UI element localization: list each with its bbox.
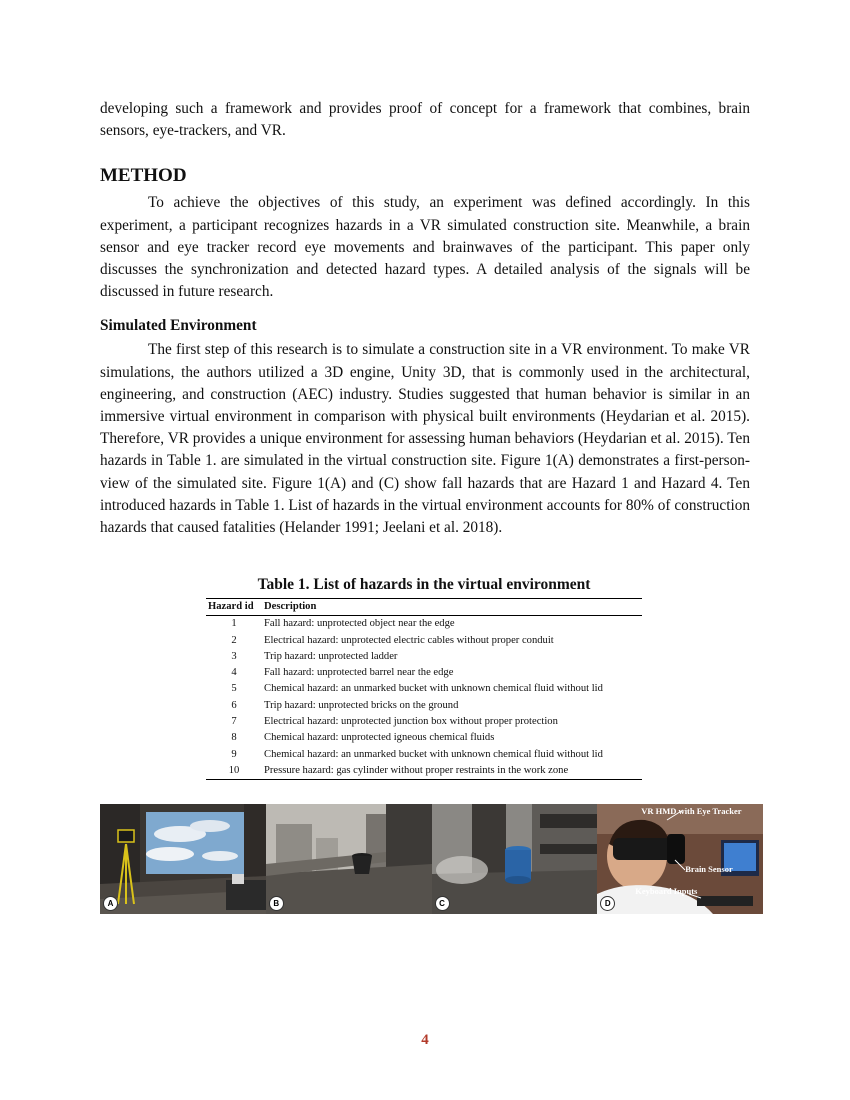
method-heading: METHOD bbox=[100, 165, 187, 187]
hazard-description: Pressure hazard: gas cylinder without proper restraints in the work zone bbox=[262, 763, 642, 780]
hazard-id: 2 bbox=[231, 634, 237, 646]
table-1 bbox=[206, 575, 642, 780]
page-number: 4 bbox=[421, 1032, 429, 1048]
simulated-environment-heading: Simulated Environment bbox=[100, 317, 257, 335]
hazard-id: 4 bbox=[231, 667, 237, 679]
hazard-description: Fall hazard: unprotected object near the edge bbox=[264, 618, 455, 630]
hazard-description: Trip hazard: unprotected bricks on the ground bbox=[264, 699, 459, 711]
vr-scene-bucket-image bbox=[266, 804, 432, 914]
vr-scene-first-person-image bbox=[100, 804, 266, 914]
hazard-description: Fall hazard: unprotected barrel near the edge bbox=[264, 667, 454, 679]
hazard-id: 5 bbox=[231, 683, 237, 695]
hazard-table bbox=[206, 598, 642, 780]
table-row bbox=[206, 665, 642, 681]
hazard-id: 9 bbox=[231, 748, 237, 760]
hazard-description: Electrical hazard: unprotected electric cables without proper conduit bbox=[264, 634, 554, 646]
table-row bbox=[206, 649, 642, 665]
table-row bbox=[206, 730, 642, 746]
panel-letter-d: D bbox=[600, 896, 615, 911]
hazard-id: 8 bbox=[231, 732, 237, 744]
figure-1 bbox=[100, 804, 763, 914]
figure-panel-b bbox=[266, 804, 432, 914]
table-row bbox=[206, 714, 642, 730]
table-row bbox=[206, 633, 642, 649]
hazard-description: Electrical hazard: unprotected junction box without proper protection bbox=[264, 716, 558, 728]
intro-paragraph: developing such a framework and provides proof of concept for a framework that combines, brain sensors, eye-trackers, and VR. bbox=[100, 100, 750, 140]
hazard-description: Trip hazard: unprotected ladder bbox=[264, 650, 398, 662]
hazard-description: Chemical hazard: an unmarked bucket with unknown chemical fluid without lid bbox=[264, 748, 603, 760]
table-header-row bbox=[206, 599, 642, 616]
hazard-id: 1 bbox=[231, 618, 237, 630]
page-body bbox=[100, 98, 750, 539]
table-title: Table 1. List of hazards in the virtual environment bbox=[257, 576, 591, 593]
figure-panel-c bbox=[432, 804, 598, 914]
hazard-id: 10 bbox=[206, 763, 262, 780]
table-row bbox=[206, 763, 642, 780]
header-hazard-id: Hazard id bbox=[206, 599, 262, 616]
table-row bbox=[206, 698, 642, 714]
panel-letter-a: A bbox=[103, 896, 118, 911]
header-description: Description bbox=[262, 599, 642, 616]
method-paragraph: To achieve the objectives of this study, an experiment was defined accordingly. In this experiment, a participant recognizes hazards in a VR simulated construction site. Meanwhile, a brain sensor and eye tracker record eye movements and brainwaves of the participant. This paper only discusses the synchronization and detected hazard types. A detailed analysis of the signals will be discussed in future research. bbox=[100, 194, 750, 301]
figure-panel-d bbox=[597, 804, 763, 914]
table-row bbox=[206, 616, 642, 633]
hazard-description: Chemical hazard: an unmarked bucket with unknown chemical fluid without lid bbox=[264, 683, 603, 695]
panel-letter-c: C bbox=[435, 896, 450, 911]
figure-panel-a bbox=[100, 804, 266, 914]
vr-scene-barrel-image bbox=[432, 804, 598, 914]
hazard-id: 6 bbox=[231, 699, 237, 711]
annotation-keyboard-inputs: Keyboard Inputs bbox=[635, 886, 698, 896]
panel-letter-b: B bbox=[269, 896, 284, 911]
table-row bbox=[206, 681, 642, 697]
hazard-description: Chemical hazard: unprotected igneous chemical fluids bbox=[264, 732, 495, 744]
hazard-id: 7 bbox=[231, 716, 237, 728]
table-row bbox=[206, 747, 642, 763]
annotation-hmd-eye-tracker: VR HMD with Eye Tracker bbox=[641, 806, 742, 816]
participant-photo-image bbox=[597, 804, 763, 914]
annotation-brain-sensor: Brain Sensor bbox=[685, 864, 733, 874]
simulated-environment-paragraph: The first step of this research is to simulate a construction site in a VR environment. To make VR simulations, the authors utilized a 3D engine, Unity 3D, that is commonly used in the architectural, engineering, and construction (AEC) industry. Studies suggested that human behavior is similar in an immersive virtual environment in comparison with physical built environments (Heydarian et al. 2015). Therefore, VR provides a unique environment for assessing human behaviors (Heydarian et al. 2015). Ten hazards in Table 1. are simulated in the virtual construction site. Figure 1(A) demonstrates a first-person-view of the simulated site. Figure 1(A) and (C) show fall hazards that are Hazard 1 and Hazard 4. Ten introduced hazards in Table 1. List of hazards in the virtual environment accounts for 80% of construction hazards that caused fatalities (Helander 1991; Jeelani et al. 2018). bbox=[100, 341, 750, 537]
hazard-id: 3 bbox=[231, 650, 237, 662]
